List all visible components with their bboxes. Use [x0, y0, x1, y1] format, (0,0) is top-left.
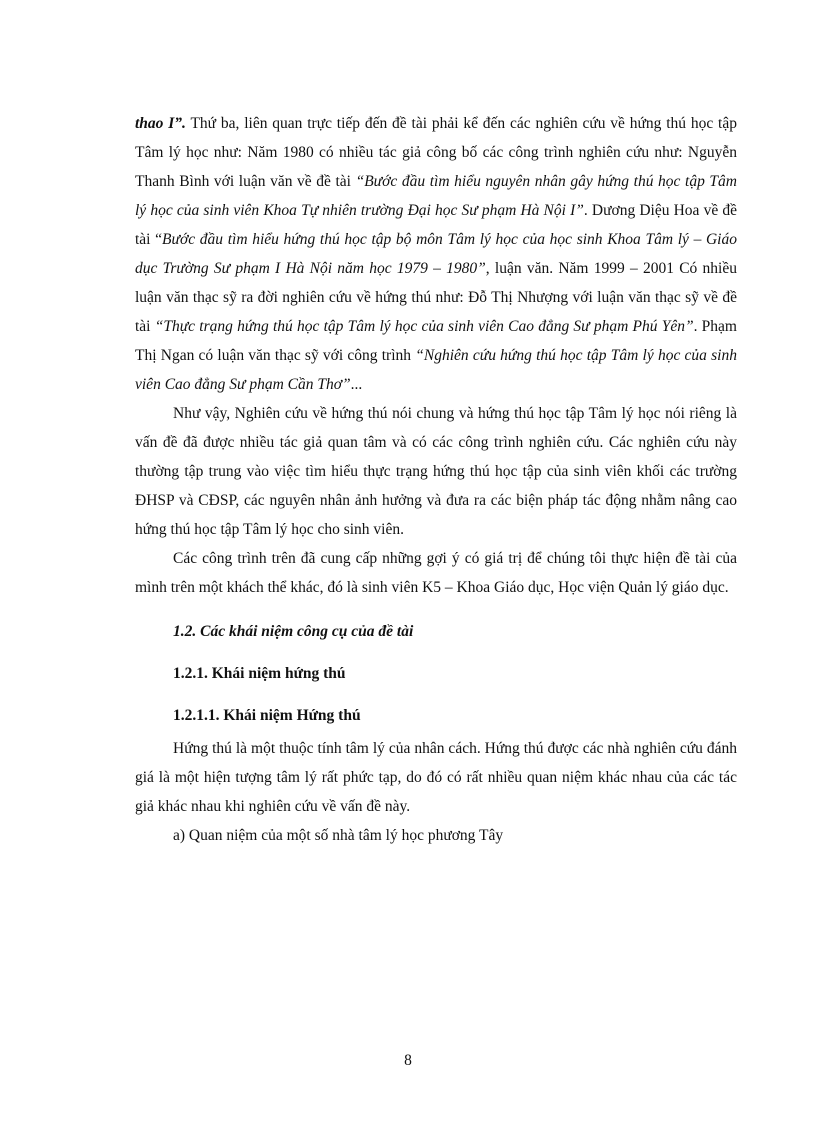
text-span: Thứ ba, liên quan trực tiếp đến đề tài phải kể đến các nghiên cứu về hứng thú học tập Tâm lý học như: Năm 1980 có nhiều tác giả công bố các công trình nghiên cứu như: Nguyễn Thanh Bình với luận văn về đề tài	[135, 115, 737, 190]
italic-title: “Nghiên cứu hứng thú học tập Tâm lý học của sinh viên Cao đẳng Sư phạm Cần Thơ”	[135, 347, 737, 393]
paragraph-research-review	[135, 109, 737, 399]
section-heading-1-2: 1.2. Các khái niệm công cụ của đề tài	[173, 623, 414, 640]
text-span: . Dương Diệu Hoa về đề tài “	[135, 202, 737, 248]
text-span: , luận văn. Năm 1999 – 2001 Có nhiều luận văn thạc sỹ ra đời nghiên cứu về hứng thú như: Đỗ Thị Nhượng với luận văn thạc sỹ về đề tài	[135, 260, 737, 335]
section-heading-1-2-1: 1.2.1. Khái niệm hứng thú	[173, 665, 346, 682]
page-number: 8	[404, 1052, 412, 1069]
italic-title: Bước đầu tìm hiểu hứng thú học tập bộ môn Tâm lý học của học sinh Khoa Tâm lý – Giáo dục Trường Sư phạm I Hà Nội năm học 1979 – 1980”	[135, 231, 737, 277]
text-span: ...	[350, 376, 363, 393]
document-body	[135, 109, 737, 850]
italic-title: “Bước đầu tìm hiểu nguyên nhân gây hứng thú học tập Tâm lý học của sinh viên Khoa Tự nhiên trường Đại học Sư phạm Hà Nội I”	[135, 173, 737, 219]
paragraph-summary: Như vậy, Nghiên cứu về hứng thú nói chung và hứng thú học tập Tâm lý học nói riêng là vấn đề đã được nhiều tác giả quan tâm và có các công trình nghiên cứu. Các nghiên cứu này thường tập trung vào việc tìm hiểu thực trạng hứng thú học tập của sinh viên khối các trường ĐHSP và CĐSP, các nguyên nhân ảnh hưởng và đưa ra các biện pháp tác động nhằm nâng cao hứng thú học tập Tâm lý học cho sinh viên.	[135, 405, 737, 538]
italic-title: “Thực trạng hứng thú học tập Tâm lý học của sinh viên Cao đẳng Sư phạm Phú Yên”	[154, 318, 694, 335]
text-span: thao I”.	[135, 115, 186, 132]
paragraph-western-views: a) Quan niệm của một số nhà tâm lý học phương Tây	[173, 827, 504, 844]
section-heading-1-2-1-1: 1.2.1.1. Khái niệm Hứng thú	[173, 707, 361, 724]
paragraph-contribution: Các công trình trên đã cung cấp những gợi ý có giá trị để chúng tôi thực hiện đề tài của mình trên một khách thể khác, đó là sinh viên K5 – Khoa Giáo dục, Học viện Quản lý giáo dục.	[135, 550, 737, 596]
text-span: . Phạm Thị Ngan có luận văn thạc sỹ với công trình	[135, 318, 737, 364]
paragraph-interest-definition: Hứng thú là một thuộc tính tâm lý của nhân cách. Hứng thú được các nhà nghiên cứu đánh giá là một hiện tượng tâm lý rất phức tạp, do đó có rất nhiều quan niệm khác nhau của các tác giả khác nhau khi nghiên cứu về vấn đề này.	[135, 740, 737, 815]
